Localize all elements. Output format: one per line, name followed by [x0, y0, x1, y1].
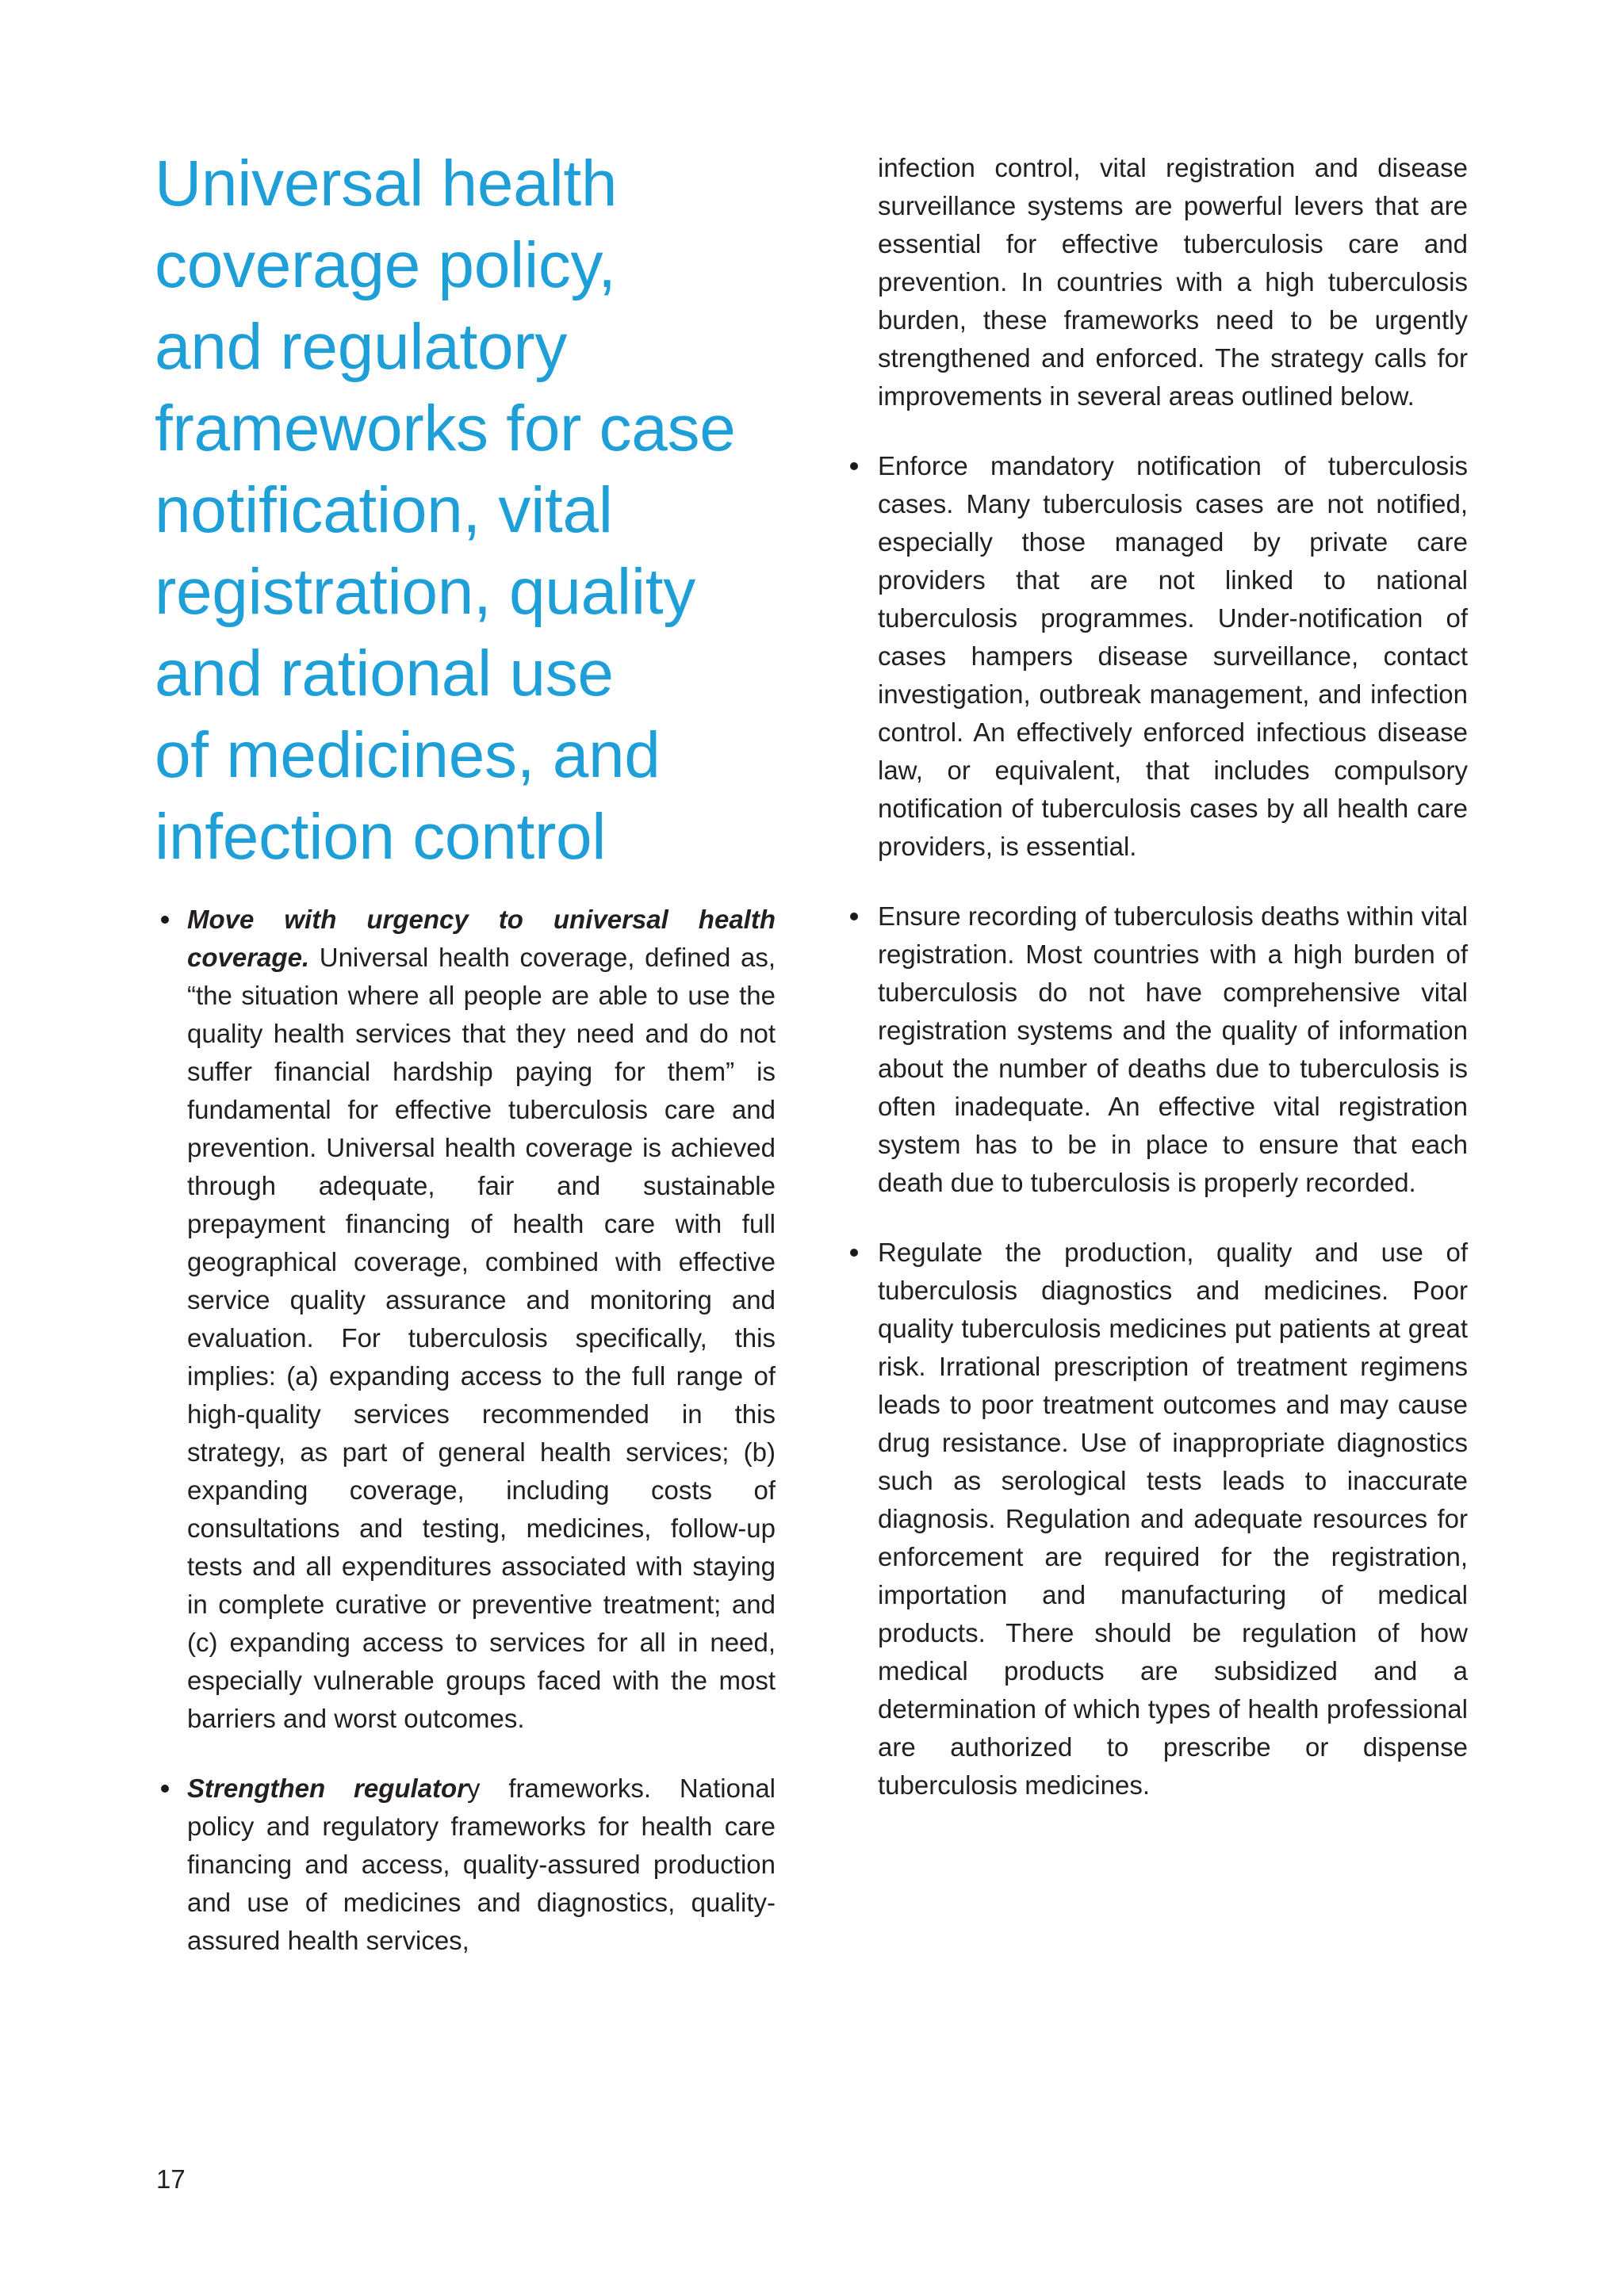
- left-column: [156, 901, 776, 1992]
- bullet-item-regulatory-frameworks: [156, 1770, 776, 1960]
- heading-line: coverage policy,: [155, 229, 616, 301]
- bullet-item-universal-health-coverage: [156, 901, 776, 1738]
- heading-line: notification, vital: [155, 474, 613, 546]
- heading-line: Universal health: [155, 147, 618, 220]
- bullet-icon: [161, 916, 169, 924]
- heading-line: and regulatory: [155, 311, 568, 383]
- bullet-icon: [850, 913, 858, 920]
- bullet-lead: Strengthen regulator: [187, 1774, 468, 1803]
- bullet-icon: [850, 462, 858, 470]
- bullet-text: Universal health coverage, defined as, “the situation where all people are able to use the quality health services that they need and do not suffer financial hardship paying for them” is fundamental for effective tuberculosis care and prevention. Universal health coverage is achieved through adequate, fair and sustainable prepayment financing of health care with full geographical coverage, combined with effective service quality assurance and monitoring and evaluation. For tuberculosis specifically, this implies: (a) expanding access to the full range of high-quality services recommended in this strategy, as part of general health services; (b) expanding coverage, including costs of consultations and testing, medicines, follow-up tests and all expenditures associated with staying in complete curative or preventive treatment; and (c) expanding access to services for all in need, especially vulnerable groups faced with the most barriers and worst outcomes.: [187, 943, 776, 1733]
- bullet-text: Enforce mandatory notification of tuberculosis cases. Many tuberculosis cases are not notified, especially those managed by private care providers that are not linked to national tuberculosis programmes. Under-notification of cases hampers disease surveillance, contact investigation, outbreak management, and infection control. An effectively enforced infectious disease law, or equivalent, that includes compulsory notification of tuberculosis cases by all health care providers, is essential.: [878, 451, 1468, 861]
- bullet-item-mandatory-notification: [845, 447, 1468, 866]
- heading-line: registration, quality: [155, 556, 695, 628]
- bullet-item-regulate-medicines: [845, 1234, 1468, 1804]
- intro-paragraph: infection control, vital registration and disease surveillance systems are powerful levers that are essential for effective tuberculosis care and prevention. In countries with a high tuberculosis burden, these frameworks need to be urgently strengthened and enforced. The strategy calls for improvements in several areas outlined below.: [878, 153, 1468, 411]
- heading-line: of medicines, and: [155, 719, 661, 791]
- bullet-text: y frameworks. National policy and regulatory frameworks for health care financing and access, quality-assured production and use of medicines and diagnostics, quality-assured health services,: [187, 1774, 776, 1955]
- bullet-text: Regulate the production, quality and use of tuberculosis diagnostics and medicines. Poor quality tuberculosis medicines put patients at great risk. Irrational prescription of treatment regimens leads to poor treatment outcomes and may cause drug resistance. Use of inappropriate diagnostics such as serological tests leads to inaccurate diagnosis. Regulation and adequate resources for enforcement are required for the registration, importation and manufacturing of medical products. There should be regulation of how medical products are subsidized and a determination of which types of health professional are authorized to prescribe or dispense tuberculosis medicines.: [878, 1238, 1468, 1800]
- page-number: 17: [156, 2164, 186, 2194]
- bullet-icon: [161, 1785, 169, 1793]
- bullet-lead: Move with urgency to universal health coverage.: [187, 905, 776, 972]
- heading-line: frameworks for case: [155, 392, 736, 465]
- heading-line: infection control: [155, 801, 607, 873]
- bullet-icon: [850, 1249, 858, 1257]
- heading-line: and rational use: [155, 637, 614, 710]
- section-heading: [155, 143, 736, 878]
- right-column: [845, 149, 1468, 1836]
- bullet-text: Ensure recording of tuberculosis deaths within vital registration. Most countries with a high burden of tuberculosis do not have comprehensive vital registration systems and the quality of information about the number of deaths due to tuberculosis is often inadequate. An effective vital registration system has to be in place to ensure that each death due to tuberculosis is properly recorded.: [878, 901, 1468, 1197]
- bullet-item-death-recording: [845, 897, 1468, 1202]
